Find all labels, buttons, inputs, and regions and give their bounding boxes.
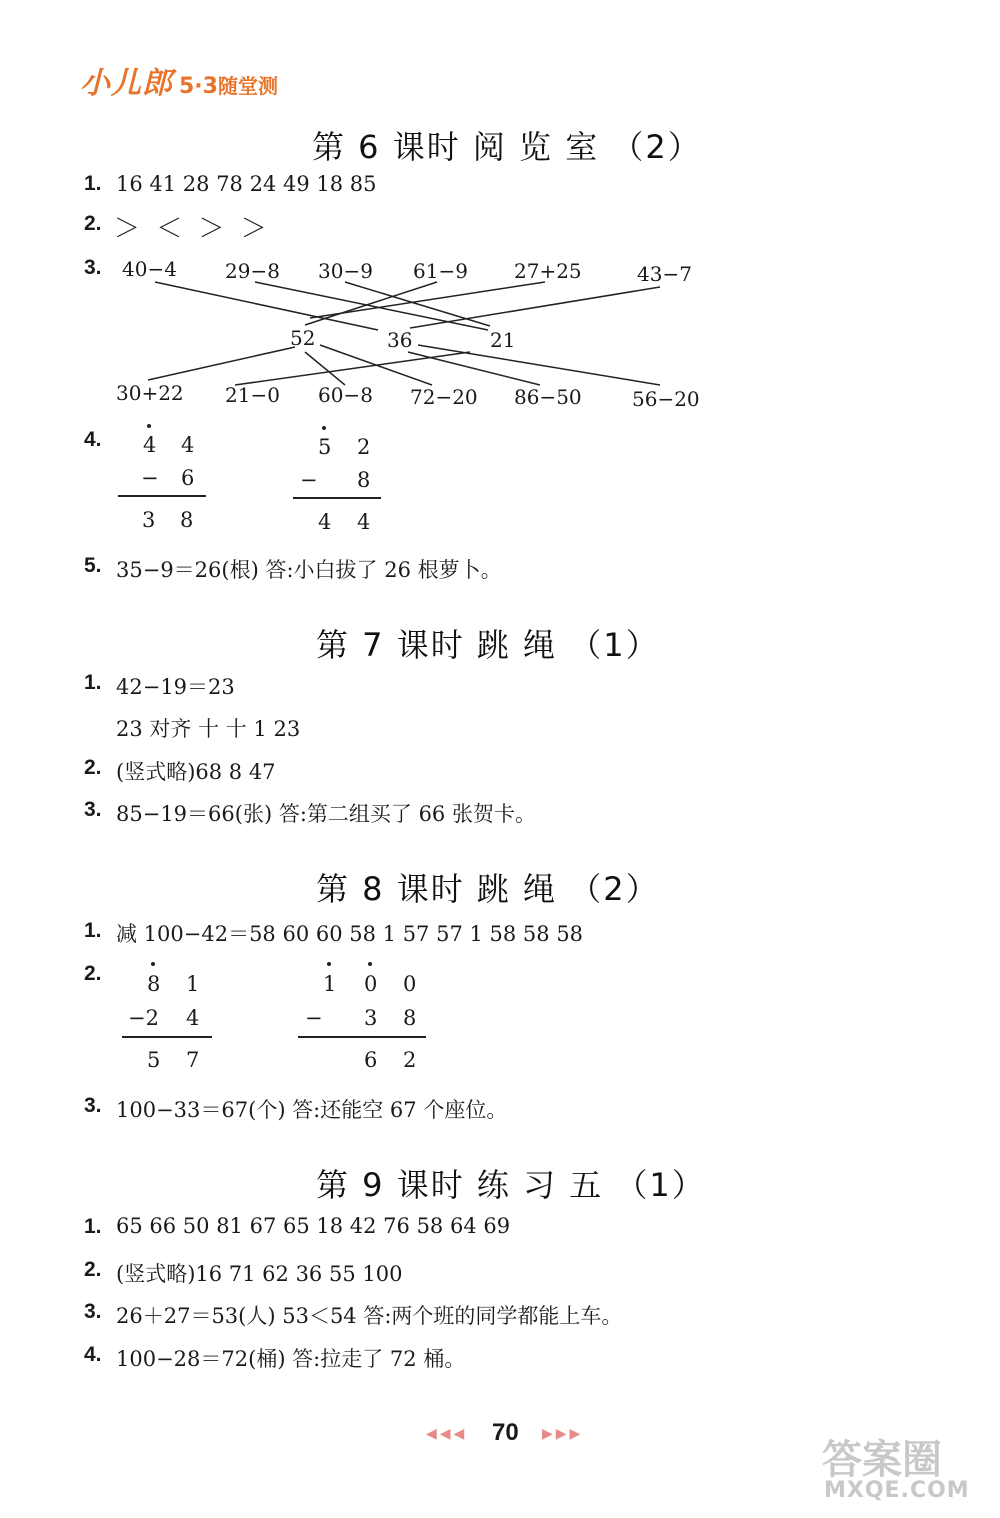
digit: 2 xyxy=(357,435,371,459)
l9-q3-answer: 26＋27＝53(人) 53＜54 答:两个班的同学都能上车。 xyxy=(116,1304,623,1328)
lesson6-title: 第 6 课时 阅 览 室 （2） xyxy=(312,128,702,166)
left-arrows-icon: ◀◀◀ xyxy=(426,1426,468,1442)
l6-q3-top-1: 40−4 xyxy=(122,257,177,281)
l8-q1-number: 1. xyxy=(84,919,102,942)
digit: 8 xyxy=(180,508,194,532)
l6-q1-answer: 16 41 28 78 24 49 18 85 xyxy=(116,172,377,196)
l6-q3-top-3: 30−9 xyxy=(318,259,373,283)
l6-q5-number: 5. xyxy=(84,554,102,577)
watermark-logo: 答案圈 xyxy=(822,1437,942,1483)
l6-q3-top-6: 43−7 xyxy=(637,262,692,286)
l6-q3-top-4: 61−9 xyxy=(413,259,468,283)
digit: 0 xyxy=(364,972,378,996)
borrow-dot xyxy=(327,962,331,966)
l6-q3-bot-5: 86−50 xyxy=(514,385,582,409)
result-line xyxy=(298,1036,426,1038)
minus-sign: − xyxy=(300,468,318,492)
l7-q1-answer-line2: 23 对齐 十 十 1 23 xyxy=(116,717,301,741)
digit: 3 xyxy=(364,1006,378,1030)
line-52-to-60-8 xyxy=(305,352,345,385)
page-number: 70 xyxy=(492,1419,519,1446)
digit: 3 xyxy=(142,508,156,532)
l6-q3-top-5: 27+25 xyxy=(514,259,582,283)
l9-q2-answer: (竖式略)16 71 62 36 55 100 xyxy=(116,1262,403,1286)
l8-q1-answer: 减 100−42＝58 60 60 58 1 57 57 1 58 58 58 xyxy=(116,922,584,946)
digit: 4 xyxy=(186,1006,200,1030)
lesson8-title: 第 8 课时 跳 绳 （2） xyxy=(316,870,660,908)
subtrahend-tens: −2 xyxy=(128,1006,159,1030)
result-line xyxy=(118,495,206,497)
l6-q2-number: 2. xyxy=(84,212,102,235)
l6-q3-mid-36: 36 xyxy=(387,328,413,352)
digit: 1 xyxy=(323,972,337,996)
line-36-to-56-20 xyxy=(418,345,660,385)
borrow-dot xyxy=(151,962,155,966)
digit: 5 xyxy=(147,1048,161,1072)
l6-q3-bot-2: 21−0 xyxy=(225,383,280,407)
l6-q3-bot-1: 30+22 xyxy=(116,381,184,405)
l7-q1-number: 1. xyxy=(84,671,102,694)
line-43-7-to-36 xyxy=(410,287,660,328)
l9-q1-number: 1. xyxy=(84,1215,102,1238)
l6-q3-mid-52: 52 xyxy=(290,326,316,350)
minus-sign: − xyxy=(141,466,159,490)
l6-q3-top-2: 29−8 xyxy=(225,259,280,283)
l9-q4-number: 4. xyxy=(84,1343,102,1366)
borrow-dot xyxy=(147,424,151,428)
product-text: 随堂测 xyxy=(217,74,278,98)
l9-q4-answer: 100−28＝72(桶) 答:拉走了 72 桶。 xyxy=(116,1347,466,1371)
l6-q1-number: 1. xyxy=(84,172,102,195)
digit: 0 xyxy=(403,972,417,996)
l7-q2-number: 2. xyxy=(84,756,102,779)
digit: 1 xyxy=(186,972,200,996)
l6-q3-bot-3: 60−8 xyxy=(318,383,373,407)
digit: 8 xyxy=(147,972,161,996)
l6-q4-number: 4. xyxy=(84,428,102,451)
lesson7-title: 第 7 课时 跳 绳 （1） xyxy=(316,626,660,664)
right-arrows-icon: ▶▶▶ xyxy=(542,1426,584,1442)
watermark-url: MXQE.COM xyxy=(824,1478,970,1503)
l7-q2-answer: (竖式略)68 8 47 xyxy=(116,760,276,784)
digit: 6 xyxy=(181,466,195,490)
digit: 2 xyxy=(403,1048,417,1072)
l6-q5-answer: 35−9＝26(根) 答:小白拔了 26 根萝卜。 xyxy=(116,558,502,582)
digit: 8 xyxy=(357,468,371,492)
line-40-4-to-36 xyxy=(155,282,378,330)
l7-q3-answer: 85−19＝66(张) 答:第二组买了 66 张贺卡。 xyxy=(116,802,536,826)
l8-q3-answer: 100−33＝67(个) 答:还能空 67 个座位。 xyxy=(116,1098,508,1122)
digit: 6 xyxy=(364,1048,378,1072)
digit: 4 xyxy=(143,433,157,457)
logo-text: 小儿郎 xyxy=(80,66,173,101)
digit: 4 xyxy=(318,510,332,534)
l6-q3-mid-21: 21 xyxy=(490,328,516,352)
digit: 7 xyxy=(186,1048,200,1072)
digit: 5 xyxy=(318,435,332,459)
l9-q1-answer: 65 66 50 81 67 65 18 42 76 58 64 69 xyxy=(116,1214,511,1238)
line-36-to-86-50 xyxy=(408,352,540,385)
line-52-to-30-22 xyxy=(148,347,295,380)
l6-q3-number: 3. xyxy=(84,256,102,279)
l8-q2-number: 2. xyxy=(84,962,102,985)
digit: 4 xyxy=(357,510,371,534)
l6-q2-answer: ＞ ＜ ＞ ＞ xyxy=(114,214,271,244)
digit: 4 xyxy=(181,433,195,457)
lesson9-title: 第 9 课时 练 习 五 （1） xyxy=(316,1166,706,1204)
minus-sign: − xyxy=(305,1006,323,1030)
matching-lines xyxy=(0,0,1000,420)
line-29-8-to-21 xyxy=(255,282,488,330)
l6-q3-bot-4: 72−20 xyxy=(410,385,478,409)
l9-q3-number: 3. xyxy=(84,1300,102,1323)
digit: 8 xyxy=(403,1006,417,1030)
borrow-dot xyxy=(368,962,372,966)
result-line xyxy=(122,1036,212,1038)
result-line xyxy=(293,497,381,499)
l9-q2-number: 2. xyxy=(84,1258,102,1281)
l7-q1-answer: 42−19＝23 xyxy=(116,675,235,699)
l6-q3-bot-6: 56−20 xyxy=(632,387,700,411)
borrow-dot xyxy=(322,426,326,430)
l7-q3-number: 3. xyxy=(84,798,102,821)
series-text: 5·3 xyxy=(179,74,218,99)
l8-q3-number: 3. xyxy=(84,1094,102,1117)
